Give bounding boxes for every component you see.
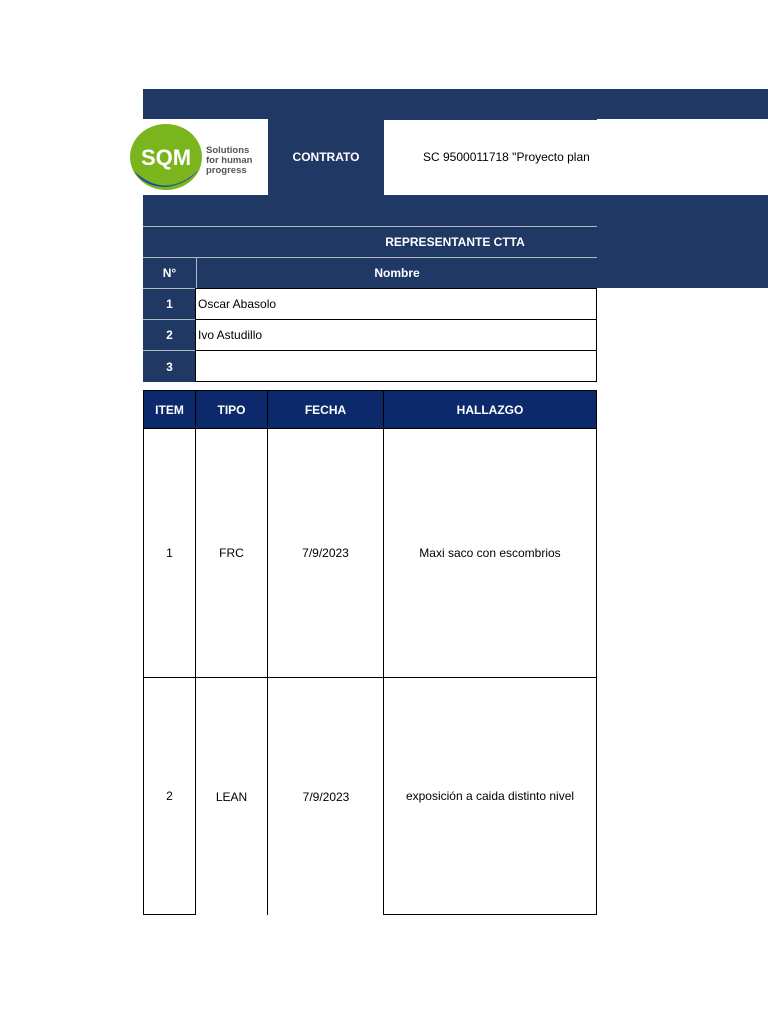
finding-2-hallazgo: exposición a caida distinto nivel <box>383 677 597 915</box>
rep-row-2-name: Ivo Astudillo <box>195 319 597 351</box>
logo-text: SQM <box>140 145 192 170</box>
findings-col-hallazgo: HALLAZGO <box>383 390 597 429</box>
rep-row-2-num: 2 <box>143 319 196 350</box>
finding-1-hallazgo: Maxi saco con escombrios <box>383 428 597 678</box>
rep-col-num: N° <box>143 257 196 288</box>
mid-band <box>143 195 597 226</box>
findings-col-fecha: FECHA <box>267 390 384 429</box>
representante-title: REPRESENTANTE CTTA <box>143 226 597 257</box>
rep-row-3-num: 3 <box>143 350 196 382</box>
contrato-label: CONTRATO <box>268 119 384 195</box>
sqm-logo-icon <box>126 119 206 195</box>
contrato-value-cell <box>384 119 597 195</box>
rep-row-3-name <box>195 350 597 382</box>
finding-2-item: 2 <box>143 677 196 915</box>
top-band <box>143 89 768 119</box>
logo-block <box>126 119 268 195</box>
logo-tagline-1: Solutions <box>206 145 250 156</box>
logo-tagline-2: for human <box>206 155 253 166</box>
finding-1-tipo: FRC <box>195 428 268 678</box>
findings-col-tipo: TIPO <box>195 390 268 429</box>
findings-col-item: ITEM <box>143 390 196 429</box>
right-band <box>597 195 768 288</box>
contrato-value: SC 9500011718 "Proyecto plan <box>423 150 590 164</box>
rep-col-name: Nombre <box>196 257 597 288</box>
finding-2-fecha: 7/9/2023 <box>267 677 384 915</box>
finding-2-tipo: LEAN <box>195 677 268 915</box>
rep-row-1-num: 1 <box>143 288 196 319</box>
finding-1-fecha: 7/9/2023 <box>267 428 384 678</box>
logo-tagline-3: progress <box>206 165 247 176</box>
finding-1-item: 1 <box>143 428 196 678</box>
rep-row-1-name: Oscar Abasolo <box>195 288 597 320</box>
